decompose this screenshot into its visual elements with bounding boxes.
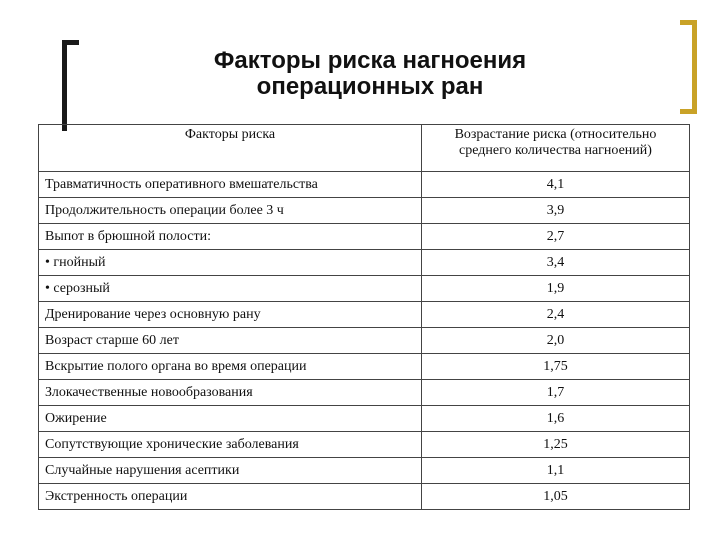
factor-cell: Травматичность оперативного вмешательства <box>39 172 422 198</box>
value-cell: 1,9 <box>422 276 690 302</box>
factor-cell: • серозный <box>39 276 422 302</box>
factor-cell: Злокачественные новообразования <box>39 380 422 406</box>
table-row <box>39 432 690 458</box>
value-cell: 3,9 <box>422 198 690 224</box>
value-cell: 2,7 <box>422 224 690 250</box>
value-cell: 4,1 <box>422 172 690 198</box>
value-cell: 1,1 <box>422 458 690 484</box>
table-row <box>39 354 690 380</box>
header-factors: Факторы риска <box>39 125 422 172</box>
value-cell: 1,7 <box>422 380 690 406</box>
value-cell: 1,25 <box>422 432 690 458</box>
table-row <box>39 484 690 510</box>
value-cell: 3,4 <box>422 250 690 276</box>
table-row <box>39 328 690 354</box>
table-row <box>39 458 690 484</box>
factor-cell: Возраст старше 60 лет <box>39 328 422 354</box>
table-row <box>39 380 690 406</box>
header-risk-increase: Возрастание риска (относительно среднего количества нагноений) <box>422 125 690 172</box>
value-cell: 1,05 <box>422 484 690 510</box>
table-row <box>39 224 690 250</box>
factor-cell: Дренирование через основную рану <box>39 302 422 328</box>
value-cell: 1,6 <box>422 406 690 432</box>
factor-cell: • гнойный <box>39 250 422 276</box>
factor-cell: Ожирение <box>39 406 422 432</box>
factor-cell: Случайные нарушения асептики <box>39 458 422 484</box>
factor-cell: Экстренность операции <box>39 484 422 510</box>
factor-cell: Сопутствующие хронические заболевания <box>39 432 422 458</box>
factor-cell: Выпот в брюшной полости: <box>39 224 422 250</box>
value-cell: 2,4 <box>422 302 690 328</box>
value-cell: 1,75 <box>422 354 690 380</box>
risk-factors-table <box>38 124 690 510</box>
factor-cell: Вскрытие полого органа во время операции <box>39 354 422 380</box>
right-bracket-decoration <box>680 20 697 114</box>
table-row <box>39 250 690 276</box>
title-line-2: операционных ран <box>256 73 484 100</box>
value-cell: 2,0 <box>422 328 690 354</box>
table-row <box>39 406 690 432</box>
table-row <box>39 302 690 328</box>
table-row <box>39 276 690 302</box>
factor-cell: Продолжительность операции более 3 ч <box>39 198 422 224</box>
table-header-row <box>39 125 690 172</box>
slide-title <box>100 48 640 100</box>
left-bracket-decoration <box>62 40 79 131</box>
table-row <box>39 172 690 198</box>
title-line-1: Факторы риска нагноения <box>213 47 527 74</box>
table-row <box>39 198 690 224</box>
